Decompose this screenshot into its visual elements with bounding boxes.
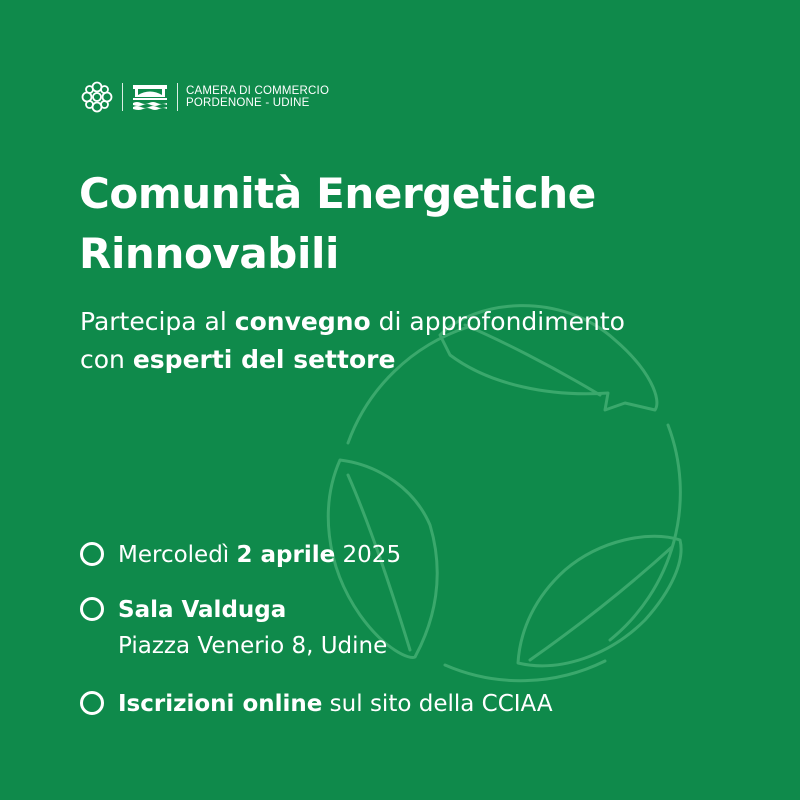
subtitle-line1 — [80, 303, 760, 341]
date-text — [118, 537, 401, 573]
venue-text — [118, 592, 387, 664]
subtitle-bold: convegno — [234, 307, 371, 336]
signup-text — [118, 686, 553, 722]
title-line2: Rinnovabili — [79, 229, 339, 278]
date-bold: 2 aprile — [236, 542, 336, 568]
circle-bullet-icon — [80, 597, 104, 621]
subtitle-line2 — [80, 341, 760, 379]
signup-bold: Iscrizioni online — [118, 691, 323, 717]
subtitle — [80, 303, 760, 379]
logo-divider — [177, 83, 178, 111]
subtitle-text: con — [80, 345, 133, 374]
signup-suffix: sul sito della CCIAA — [322, 691, 553, 717]
subtitle-bold: esperti del settore — [132, 345, 396, 374]
circle-bullet-icon — [80, 542, 104, 566]
org-logo — [80, 80, 329, 114]
circle-bullet-icon — [80, 691, 104, 715]
venue-address: Piazza Venerio 8, Udine — [118, 633, 388, 659]
org-name-line2: PORDENONE - UDINE — [186, 97, 310, 109]
org-name-line1: CAMERA DI COMMERCIO — [186, 84, 330, 97]
knot-logo-icon — [80, 80, 114, 114]
info-venue — [80, 592, 387, 664]
logo-divider — [122, 83, 123, 111]
venue-name: Sala Valduga — [118, 597, 287, 623]
date-prefix: Mercoledì — [118, 542, 237, 568]
page-title — [79, 164, 759, 284]
subtitle-text: Partecipa al — [80, 307, 235, 336]
subtitle-text: di approfondimento — [370, 307, 625, 336]
info-signup — [80, 686, 553, 722]
title-line1: Comunità Energetiche — [79, 169, 596, 218]
bridge-logo-icon — [131, 83, 169, 111]
info-date — [80, 537, 401, 573]
org-name — [186, 85, 329, 110]
date-suffix: 2025 — [335, 542, 402, 568]
